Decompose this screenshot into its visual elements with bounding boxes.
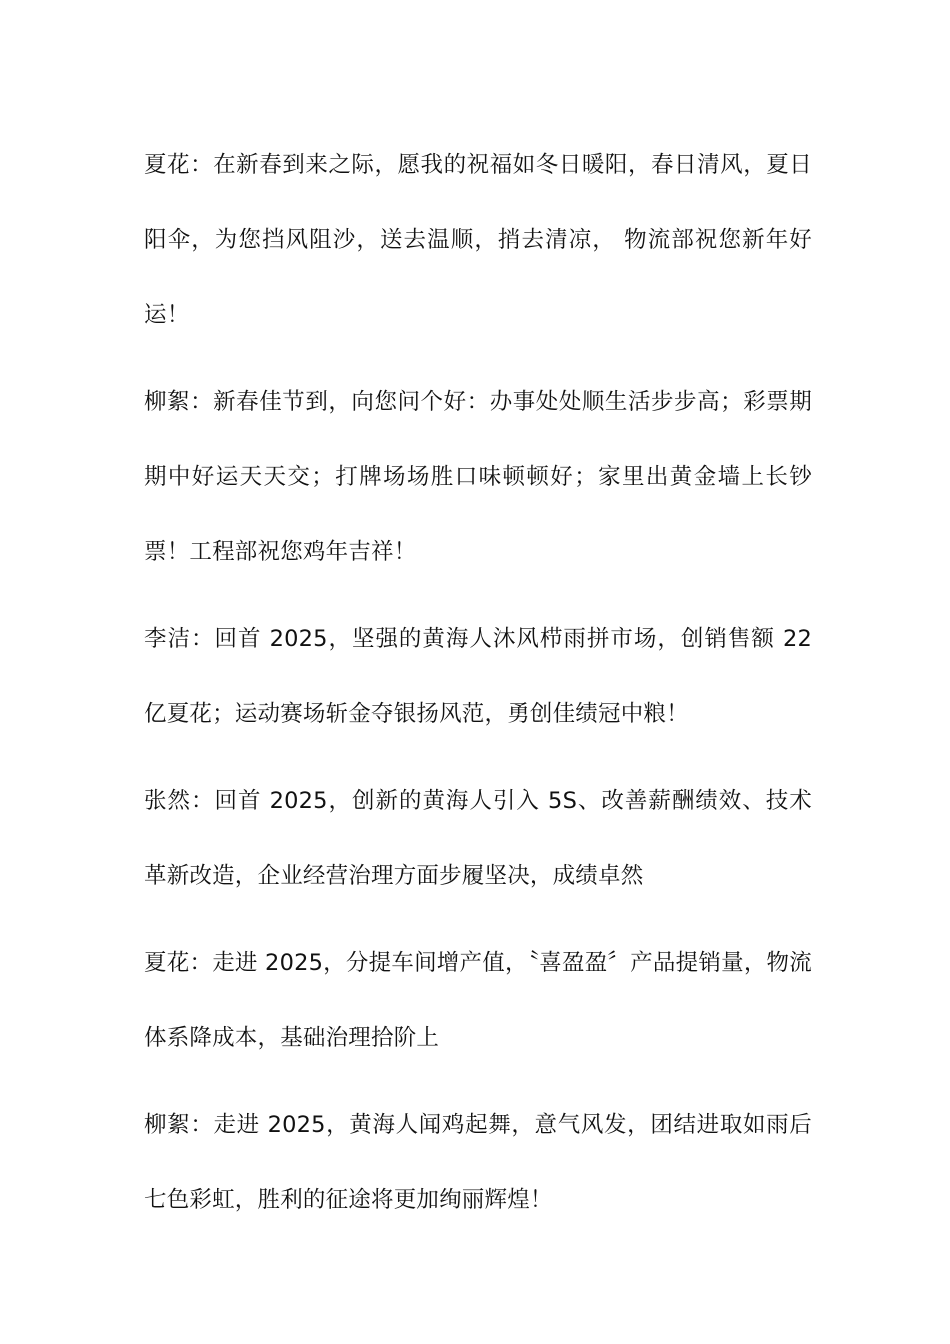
paragraph-zhangran-review: 张然：回首 2025，创新的黄海人引入 5S、改善薪酬绩效、技术革新改造，企业经营治理方面步履坚决，成绩卓然 — [144, 788, 812, 889]
paragraph-liuxu-greeting: 柳絮：新春佳节到，向您问个好：办事处处顺生活步步高；彩票期期中好运天天交；打牌场场胜口味顿顿好；家里出黄金墙上长钞票！工程部祝您鸡年吉祥！ — [144, 389, 812, 565]
paragraph-liuxu-forward: 柳絮：走进 2025，黄海人闻鸡起舞，意气风发，团结进取如雨后七色彩虹，胜利的征途将更加绚丽辉煌！ — [144, 1112, 812, 1213]
paragraph-xiahua-forward: 夏花：走进 2025，分提车间增产值，〝喜盈盈〞产品提销量，物流体系降成本，基础治理拾阶上 — [144, 950, 812, 1051]
document-body — [144, 128, 812, 1250]
paragraph-xiahua-new-spring: 夏花：在新春到来之际，愿我的祝福如冬日暖阳，春日清风，夏日阳伞，为您挡风阻沙，送去温顺，捎去清凉， 物流部祝您新年好运！ — [144, 152, 812, 328]
paragraph-lijie-review: 李洁：回首 2025，坚强的黄海人沐风栉雨拼市场，创销售额 22 亿夏花；运动赛场斩金夺银扬风范，勇创佳绩冠中粮！ — [144, 626, 812, 727]
